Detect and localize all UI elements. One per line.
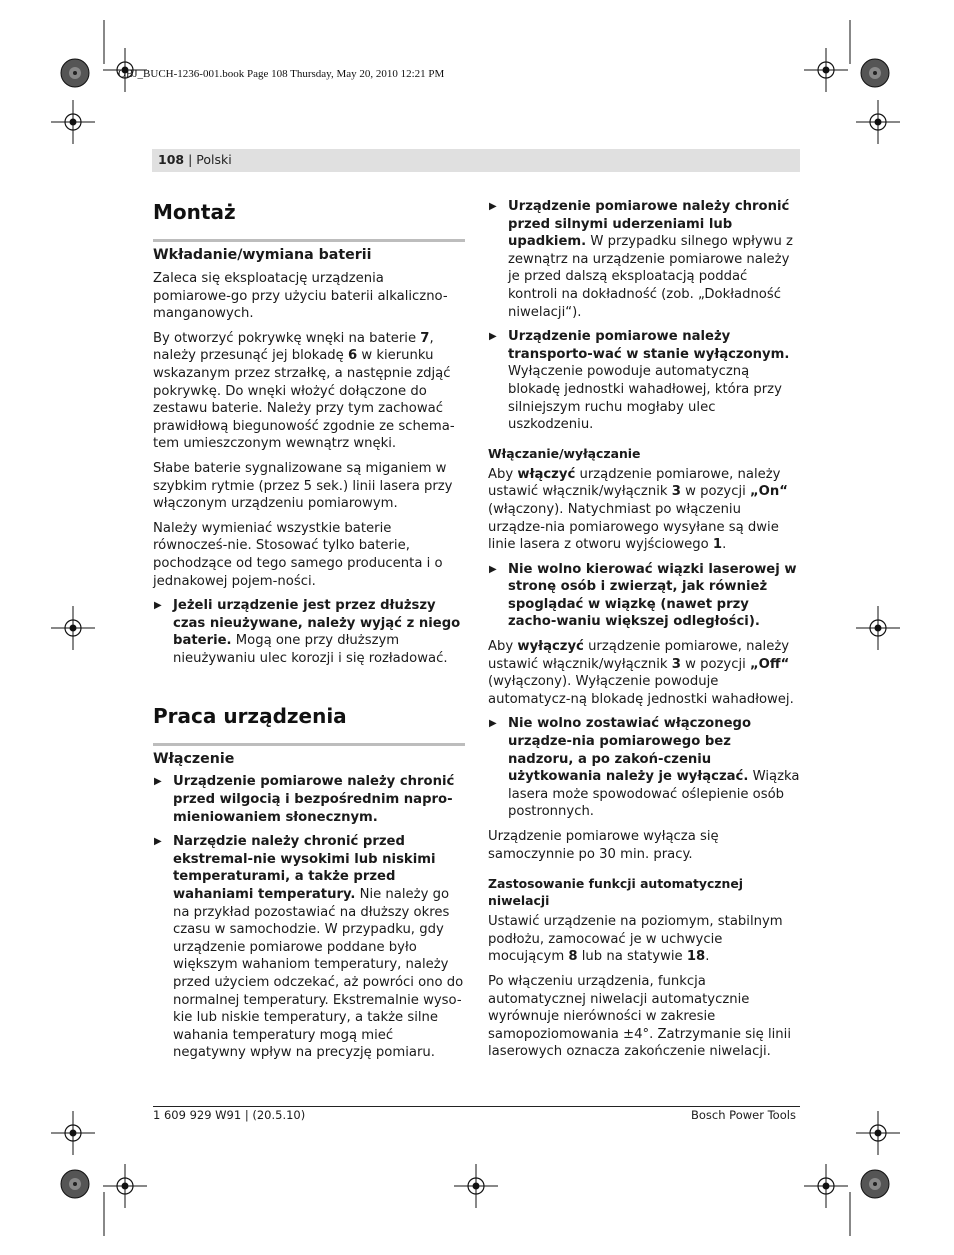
warning-bullet: ▶ Nie wolno kierować wiązki laserowej w stronę osób i zwierząt, jak również spoglądać w wiązkę (nawet przy zacho-waniu większej odległości). (489, 561, 797, 630)
warning-bullet: ▶ Nie wolno zostawiać włączonego urządze-nia pomiarowego bez nadzoru, a po zakoń-czeniu użytkowania należy je wyłączać. Wiązka lasera może spowodować oślepienie osób postronnych. (489, 716, 800, 820)
section-title-montaz: Montaż (153, 200, 236, 224)
heading-onoff: Włączanie/wyłączanie (488, 445, 641, 461)
footer-code: 1 609 929 W91 | (20.5.10) (153, 1108, 306, 1122)
footer-brand: Bosch Power Tools (691, 1108, 796, 1122)
heading-battery: Wkładanie/wymiana baterii (153, 239, 465, 264)
header-separator: | (188, 152, 193, 167)
warning-bullet: ▶ Narzędzie należy chronić przed ekstremal-nie wysokimi lub niskimi temperaturami, a także przed wahaniami temperatury. Nie należy go na przykład pozostawiać na dłuższy okres czasu w samochodzie. W przypadku, gdy urządzenie pomiarowe poddane było większym wahaniom temperatury, należy przed użyciem odczekać, aż powróci ono do normalnej temperatury. Ekstremalnie wyso-kie lub niskie temperatury, a także silne wahania temperatury mogą mieć negatywny wpływ na precyzję pomiaru. (154, 834, 464, 1061)
bullet-arrow-icon: ▶ (489, 718, 497, 730)
paragraph: Zaleca się eksploatację urządzenia pomiarowe-go przy użyciu baterii alkaliczno-manganowych. (153, 271, 448, 322)
bullet-arrow-icon: ▶ (154, 836, 162, 848)
heading-wlaczenie: Włączenie (153, 743, 465, 768)
footer-divider (153, 1106, 800, 1107)
paragraph: Aby wyłączyć urządzenie pomiarowe, należy ustawić włącznik/wyłącznik 3 w pozycji „Off“ (wyłączony). Wyłączenie powoduje automatycz-ną blokadę jednostki wahadłowej. (488, 639, 794, 707)
warning-bullet: ▶ Urządzenie pomiarowe należy transporto-wać w stanie wyłączonym. Wyłączenie powoduje automatyczną blokadę jednostki wahadłowej, która przy silniejszym ruchu mogłaby ulec uszkodzeniu. (489, 329, 790, 433)
warning-bullet: ▶ Urządzenie pomiarowe należy chronić przed wilgocią i bezpośrednim napro-mieniowaniem słonecznym. (154, 774, 455, 825)
bullet-arrow-icon: ▶ (489, 201, 497, 212)
paragraph: Należy wymieniać wszystkie baterie równocześ-nie. Stosować tylko baterie, pochodzące od tego samego producenta i o jednakowej pojem-ności. (153, 520, 443, 589)
print-header: OBJ_BUCH-1236-001.book Page 108 Thursday, May 20, 2010 12:21 PM (118, 68, 445, 80)
bullet-arrow-icon: ▶ (154, 600, 162, 612)
bullet-arrow-icon: ▶ (154, 776, 162, 788)
warning-bullet: ▶ Urządzenie pomiarowe należy chronić przed silnymi uderzeniami lub upadkiem. W przypadku silnego wpływu z zewnątrz na urządzenie pomiarowe należy je przed dalszą eksploatacją poddać kontroli na dokładność (zob. „Dokładność niwelacji“). (489, 199, 793, 320)
section-title-praca: Praca urządzenia (153, 704, 347, 729)
paragraph: By otworzyć pokrywkę wnęki na baterie 7, należy przesunąć jej blokadę 6 w kierunku wskazanym przez strzałkę, a następnie zdjąć pokrywkę. Do wnęki włożyć dołączone do zestawu baterie. Należy przy tym zachować prawidłową biegunowość zgodnie ze schema-tem umieszczonym wewnątrz wnęki. (153, 330, 455, 452)
paragraph: Aby włączyć urządzenie pomiarowe, należy ustawić włącznik/wyłącznik 3 w pozycji „On“ (włączony). Natychmiast po włączeniu urządze-nia pomiarowego wysyłane są dwie linie lasera z otworu wyjściowego 1. (488, 466, 788, 553)
paragraph: Urządzenie pomiarowe wyłącza się samoczynnie po 30 min. pracy. (488, 829, 719, 862)
paragraph: Słabe baterie sygnalizowane są miganiem w szybkim rytmie (przez 5 sek.) linii lasera przy włączonym urządzeniu pomiarowym. (153, 460, 453, 512)
right-column (488, 198, 800, 1061)
header-language: Polski (196, 152, 232, 167)
paragraph: Po włączeniu urządzenia, funkcja automatycznej niwelacji automatycznie wyrównuje nierówności w zakresie samopoziomowania ±4°. Zatrzymanie się linii laserowych oznacza zakończenie niwelacji. (488, 973, 791, 1060)
bullet-arrow-icon: ▶ (489, 331, 497, 343)
heading-auto-leveling: Zastosowanie funkcji automatycznej niwelacji (488, 876, 743, 909)
paragraph: Ustawić urządzenie na poziomym, stabilnym podłożu, zamocować je w uchwycie mocującym 8 lub na statywie 18. (488, 914, 783, 965)
warning-bullet: ▶ Jeżeli urządzenie jest przez dłuższy czas nieużywane, należy wyjąć z niego baterie. Mogą one przy dłuższym nieużywaniu ulec korozji i się rozładować. (154, 598, 461, 666)
page-header (152, 149, 800, 172)
bullet-arrow-icon: ▶ (489, 563, 497, 575)
page-number: 108 (158, 152, 185, 167)
left-column (153, 198, 465, 1062)
